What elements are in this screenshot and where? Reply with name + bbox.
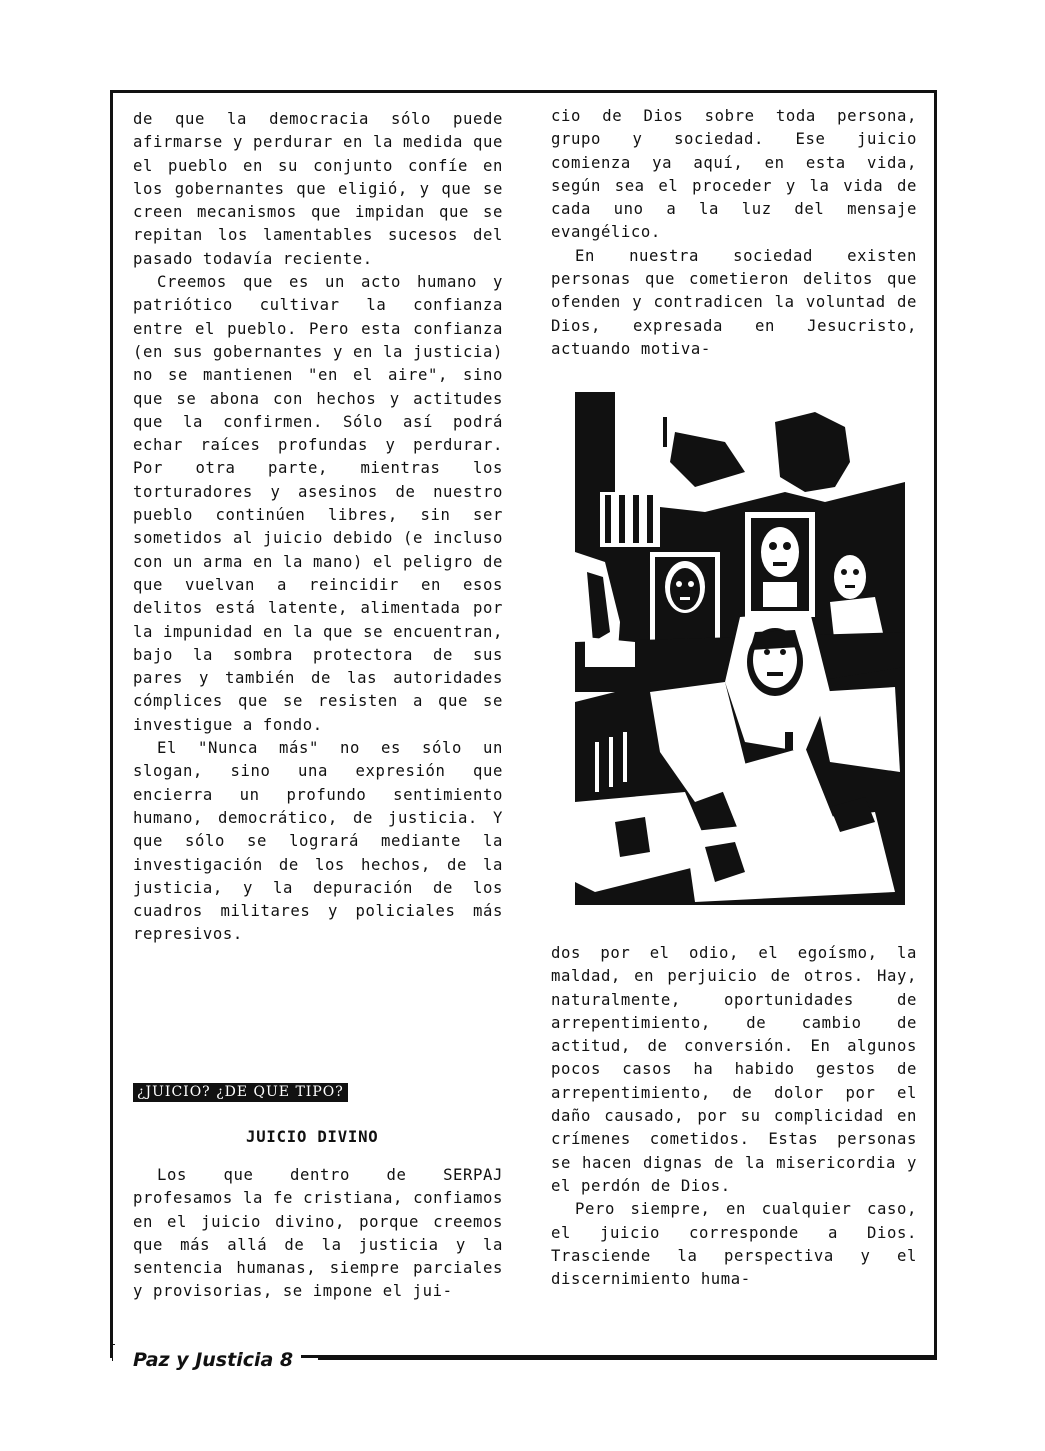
paragraph: dos por el odio, el egoísmo, la maldad, en perjuicio de otros. Hay, naturalmente, oportunidades de arrepentimiento, de cambio de actitud, de conversión. En algunos pocos casos ha habido gestos de arrepentimiento, de dolor por el daño causado, por su complicidad en crímenes cometidos. Estas personas se hacen dignas de la misericordia y el perdón de Dios. bbox=[551, 944, 917, 1195]
section-banner: ¿JUICIO? ¿DE QUE TIPO? bbox=[133, 1083, 348, 1102]
left-column-text bbox=[133, 108, 503, 947]
paragraph: de que la democracia sólo puede afirmarse y perdurar en la medida que el pueblo en su conjunto confíe en los gobernantes que eligió, y que se creen mecanismos que impidan que se repitan los lamentables sucesos del pasado todavía reciente. bbox=[133, 110, 503, 268]
paragraph: El "Nunca más" no es sólo un slogan, sino una expresión que encierra un profundo sentimiento humano, democrático, de justicia. Y que sólo se logrará mediante la investigación de los hechos, de la justicia, y la depuración de los cuadros militares y policiales más represivos. bbox=[133, 739, 503, 944]
paragraph: Los que dentro de SERPAJ profesamos la fe cristiana, confiamos en el juicio divino, porque creemos que más allá de la justicia y la sentencia humanas, siempre parciales y provisorias, se impone el jui- bbox=[133, 1166, 503, 1301]
paragraph: En nuestra sociedad existen personas que cometieron delitos que ofenden y contradicen la voluntad de Dios, expresada en Jesucristo, actuando motiva- bbox=[551, 246, 917, 358]
woodcut-illustration bbox=[575, 392, 905, 905]
paragraph: cio de Dios sobre toda persona, grupo y sociedad. Ese juicio comienza ya aquí, en esta vida, según sea el proceder y la vida de cada uno a la luz del mensaje evangélico. bbox=[551, 107, 917, 242]
left-column-bottom-text bbox=[133, 1164, 503, 1304]
paragraph: Pero siempre, en cualquier caso, el juicio corresponde a Dios. Trasciende la perspectiva y el discernimiento huma- bbox=[551, 1200, 917, 1289]
right-column-bottom-text bbox=[551, 942, 917, 1291]
paragraph: Creemos que es un acto humano y patriótico cultivar la confianza entre el pueblo. Pero esta confianza (en sus gobernantes y en la justicia) no se mantienen "en el aire", sino que se abona con hechos y actitudes que la confirmen. Sólo así podrá echar raíces profundas y perdurar. Por otra parte, mientras los torturadores y asesinos de nuestro pueblo continúen libres, sin ser sometidos al juicio debido (e incluso con un arma en la mano) el peligro de que vuelvan a reincidir en esos delitos está latente, alimentada por la impunidad en la que se encuentran, bajo la sombra protectora de sus pares y también de las autoridades cómplices que se resisten a que se investigue a fondo. bbox=[133, 273, 503, 734]
section-heading: JUICIO DIVINO bbox=[246, 1128, 379, 1146]
right-column-top-text bbox=[551, 105, 917, 361]
footer-label: Paz y Justicia 8 bbox=[113, 1345, 301, 1375]
footer-rule bbox=[318, 1358, 937, 1360]
